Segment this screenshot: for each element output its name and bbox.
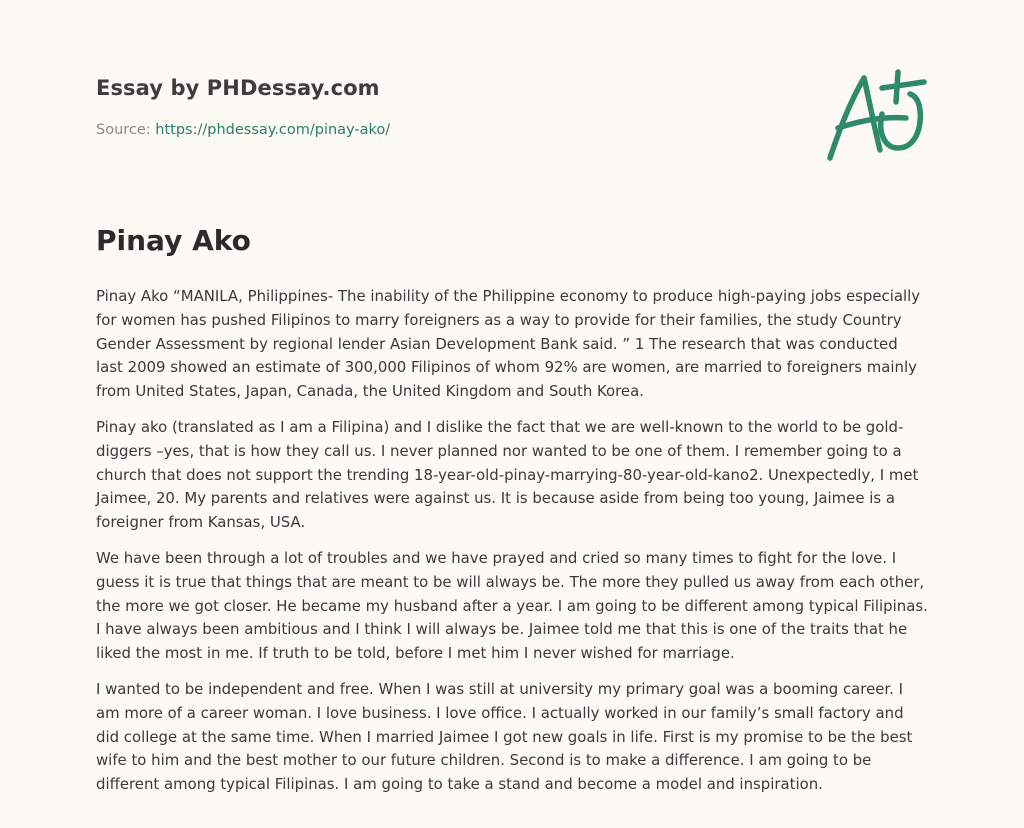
source-link[interactable]: https://phdessay.com/pinay-ako/ (155, 122, 391, 138)
essay-paragraph: Pinay Ako “MANILA, Philippines- The inability of the Philippine economy to produce high-paying jobs especially for women has pushed Filipinos to marry foreigners as a way to provide for their families, the study Country Gender Assessment by regional lender Asian Development Bank said. ” 1 The research that was conducted last 2009 showed an estimate of 300,000 Filipinos of whom 92% are women, are married to foreigners mainly from United States, Japan, Canada, the United Kingdom and South Korea. (96, 287, 921, 401)
essay-title: Pinay Ako (96, 224, 251, 257)
source-label: Source: (96, 122, 151, 138)
source-line (96, 122, 816, 138)
essay-paragraph: Pinay ako (translated as I am a Filipina) and I dislike the fact that we are well-known to the world to be gold-diggers –yes, that is how they call us. I never planned nor wanted to be one of them. I remember going to a church that does not support the trending 18-year-old-pinay-marrying-80-year-old-kano2. Unexpectedly, I met Jaimee, 20. My parents and relatives were against us. It is because aside from being too young, Jaimee is a foreigner from Kansas, USA. (96, 417, 919, 532)
essay-body (96, 285, 928, 809)
essay-header (96, 76, 816, 138)
essay-paragraph: I wanted to be independent and free. When I was still at university my primary goal was a booming career. I am more of a career woman. I love business. I love office. I actually worked in our family’s small factory and did college at the same time. When I married Jaimee I got new goals in life. First is my promise to be the best wife to him and the best mother to our future children. Second is to make a difference. I am going to be different among typical Filipinas. I am going to take a stand and become a model and inspiration. (96, 679, 913, 794)
a-plus-grade-icon (820, 66, 930, 166)
site-brand: Essay by PHDessay.com (96, 76, 380, 100)
essay-paragraph: We have been through a lot of troubles and we have prayed and cried so many times to fight for the love. I guess it is true that things that are meant to be will always be. The more they pulled us away from each other, the more we got closer. He became my husband after a year. I am going to be different among typical Filipinas. I have always been ambitious and I think I will always be. Jaimee told me that this is one of the traits that he liked the most in me. If truth to be told, before I met him I never wished for marriage. (96, 548, 928, 663)
